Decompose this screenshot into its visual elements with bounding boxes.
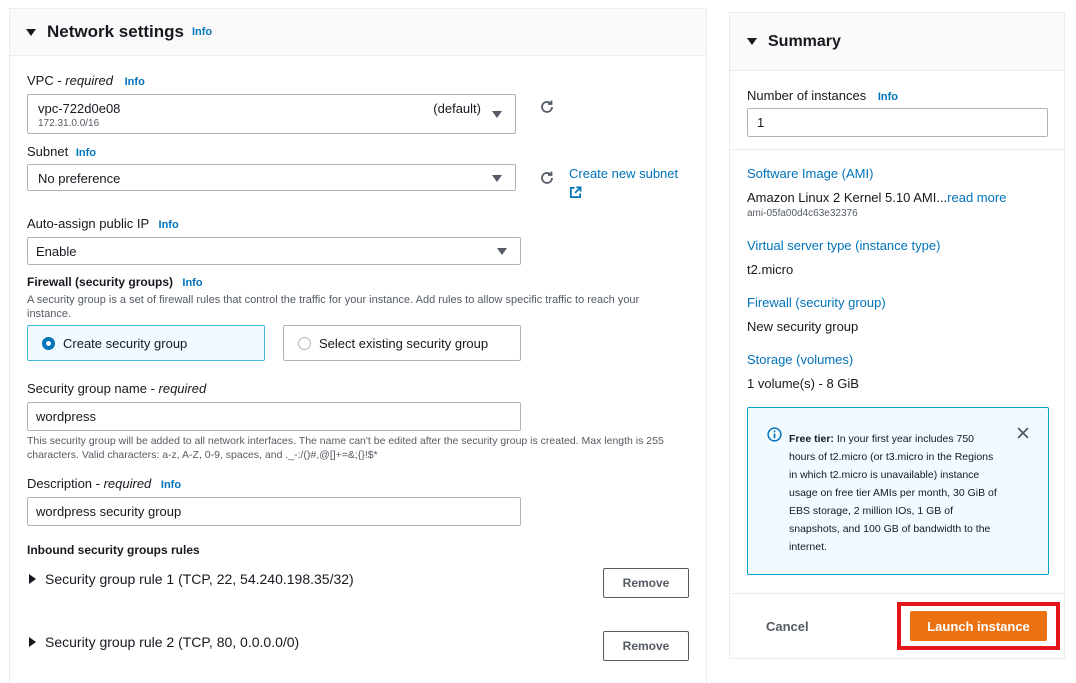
ami-link[interactable]: Software Image (AMI) (747, 166, 874, 181)
sg-name-help: This security group will be added to all network interfaces. The name can't be edited after the security group is created. Max length is 255 characters. Valid characters: a-z, A-Z, 0-9, spaces, and ._-:/()#,@[]+=&;{}!$* (27, 435, 664, 461)
sg-name-required: required (158, 381, 207, 396)
refresh-icon[interactable] (539, 99, 555, 115)
chevron-down-icon (492, 175, 502, 182)
vpc-label-text: VPC - (27, 73, 66, 88)
cancel-button[interactable]: Cancel (766, 619, 809, 634)
collapse-caret-icon[interactable] (747, 38, 757, 45)
subnet-info-link[interactable]: Info (75, 147, 96, 159)
subnet-label-text: Subnet (27, 144, 69, 159)
inbound-rules-title: Inbound security groups rules (27, 543, 200, 557)
vpc-info-link[interactable]: Info (124, 76, 145, 88)
create-new-subnet-link[interactable]: Create new subnet (569, 166, 679, 181)
info-circle-icon (767, 427, 782, 442)
ami-id: ami-05fa00d4c63e32376 (747, 208, 858, 219)
chevron-down-icon (497, 248, 507, 255)
free-tier-body: In your first year includes 750 hours of t2.micro (or t3.micro in the Regions in which t2.micro is unavailable) instance usage on free tier AMIs per month, 30 GiB of EBS storage, 2 million IOs, 1 GB of snapshots, and 100 GB of bandwidth to the internet. (789, 433, 997, 553)
vpc-select[interactable] (27, 94, 516, 134)
rule-1-label: Security group rule 1 (TCP, 22, 54.240.198.35/32) (45, 571, 354, 587)
firewall-summary-link[interactable]: Firewall (security group) (747, 295, 886, 310)
radio-selected-icon[interactable] (42, 337, 55, 350)
subnet-select[interactable] (27, 164, 516, 191)
instances-label-text: Number of instances (747, 88, 867, 103)
vpc-required: required (65, 73, 113, 88)
vpc-label (27, 73, 145, 88)
remove-rule-1-button[interactable]: Remove (603, 568, 689, 598)
description-info-link[interactable]: Info (160, 479, 182, 491)
network-settings-header[interactable] (10, 9, 706, 56)
external-link-icon[interactable] (569, 186, 582, 199)
firewall-label (27, 275, 203, 289)
public-ip-select[interactable] (27, 237, 521, 265)
refresh-icon[interactable] (539, 170, 555, 186)
instances-info-link[interactable]: Info (877, 91, 899, 103)
public-ip-label-text: Auto-assign public IP (27, 216, 149, 231)
close-icon[interactable] (1016, 426, 1030, 440)
instance-type-link[interactable]: Virtual server type (instance type) (747, 238, 941, 253)
firewall-label-text: Firewall (security groups) (27, 275, 174, 289)
select-existing-security-group-option[interactable] (283, 325, 521, 361)
firewall-summary-value: New security group (747, 319, 859, 334)
chevron-down-icon (492, 111, 502, 118)
description-label (27, 476, 181, 491)
vpc-value: vpc-722d0e08 (38, 101, 121, 116)
security-group-rule-2[interactable] (29, 634, 299, 650)
subnet-label (27, 144, 96, 159)
free-tier-text (789, 430, 999, 556)
public-ip-value: Enable (36, 244, 77, 259)
network-settings-panel (9, 8, 707, 683)
security-group-rule-1[interactable] (29, 571, 354, 587)
storage-link[interactable]: Storage (volumes) (747, 352, 854, 367)
remove-rule-2-button[interactable]: Remove (603, 631, 689, 661)
public-ip-info-link[interactable]: Info (158, 219, 179, 231)
footer-divider (730, 593, 1064, 594)
description-required: required (103, 476, 152, 491)
launch-instance-button[interactable]: Launch instance (910, 611, 1047, 641)
free-tier-notice (747, 407, 1049, 575)
firewall-info-link[interactable]: Info (182, 277, 203, 289)
info-link[interactable]: Info (191, 26, 213, 38)
instances-label (747, 88, 898, 103)
free-tier-title: Free tier: (789, 433, 834, 445)
ami-value-text: Amazon Linux 2 Kernel 5.10 AMI... (747, 190, 948, 205)
public-ip-label (27, 216, 179, 231)
summary-title: Summary (768, 32, 841, 50)
description-label-text: Description - (27, 476, 104, 491)
instance-type-value: t2.micro (747, 262, 794, 277)
summary-header[interactable] (730, 13, 1064, 71)
expand-caret-icon[interactable] (29, 637, 36, 647)
instances-input[interactable]: 1 (747, 108, 1048, 137)
sg-name-label-text: Security group name - (27, 381, 159, 396)
firewall-description: A security group is a set of firewall rules that control the traffic for your instance. Add rules to allow specific traffic to reach your instance. (27, 294, 640, 320)
ami-read-more-link[interactable]: read more (947, 190, 1007, 205)
vpc-default-tag: (default) (433, 101, 481, 116)
radio-unselected-icon[interactable] (298, 337, 311, 350)
subnet-value: No preference (38, 171, 121, 186)
description-input[interactable]: wordpress security group (27, 497, 521, 526)
summary-panel (729, 12, 1065, 659)
create-security-group-label: Create security group (63, 335, 188, 351)
rule-2-label: Security group rule 2 (TCP, 80, 0.0.0.0/0) (45, 634, 300, 650)
vpc-cidr: 172.31.0.0/16 (38, 118, 100, 129)
network-settings-title: Network settings (47, 22, 184, 41)
collapse-caret-icon[interactable] (26, 29, 36, 36)
ami-value (747, 190, 1006, 205)
sg-name-label (27, 381, 206, 396)
storage-value: 1 volume(s) - 8 GiB (747, 376, 859, 391)
divider (730, 149, 1064, 150)
create-security-group-option[interactable] (27, 325, 265, 361)
expand-caret-icon[interactable] (29, 574, 36, 584)
sg-name-input[interactable]: wordpress (27, 402, 521, 431)
select-existing-security-group-label: Select existing security group (319, 335, 489, 351)
